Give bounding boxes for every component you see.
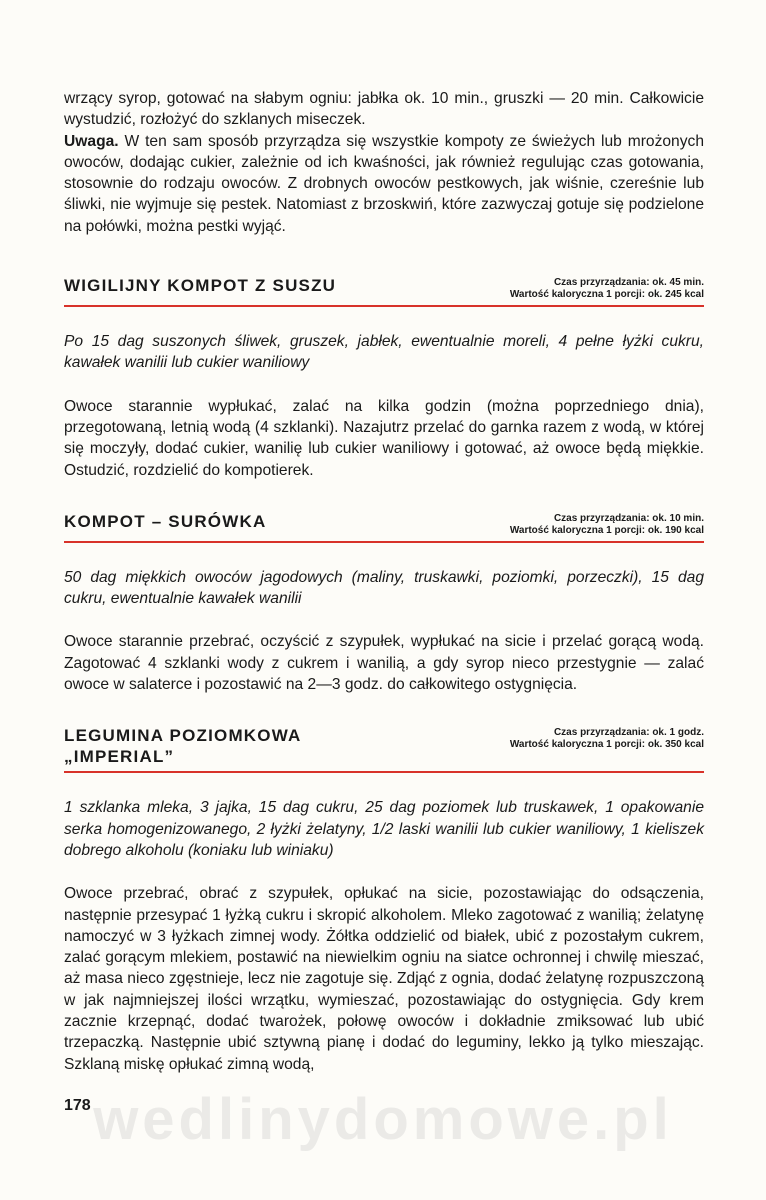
instructions: Owoce starannie wypłukać, zalać na kilka godzin (można poprzedniego dnia), przegotowaną, letnią wodą (4 szklanki). Nazajutrz przelać do garnka razem z wodą, w której się moczyły, dodać cukier, wanilię lub cukier waniliowy i gotować, aż owoce będą miękkie. Ostudzić, rozdzielić do kompotierek. [64, 397, 704, 479]
page-content [64, 88, 704, 1105]
recipe-wigilijny-kompot [64, 275, 704, 481]
recipe-header [64, 275, 704, 307]
recipe-title: LEGUMINA POZIOMKOWA „IMPERIAL” [64, 726, 301, 767]
calories: Wartość kaloryczna 1 porcji: ok. 190 kcal [509, 524, 704, 536]
recipe-legumina-poziomkowa [64, 725, 704, 1075]
recipe-meta [510, 275, 704, 301]
recipe-title: KOMPOT – SURÓWKA [64, 511, 267, 531]
note-text: W ten sam sposób przyrządza się wszystkie kompoty ze świeżych lub mrożonych owoców, dodając cukier, zależnie od ich kwaśności, jak również regulując czas gotowania, stosownie do rodzaju owoców. Z drobnych owoców pestkowych, jak wiśnie, czereśnie lub śliwki, nie wyjmuje się pestek. Natomiast z brzoskwiń, które zazwyczaj gotuje się podzielone na połówki, można pestki wyjąć. [64, 132, 704, 235]
recipe-header [64, 511, 704, 543]
note-label: Uwaga. [64, 132, 119, 150]
page-number: 178 [64, 1097, 91, 1114]
recipe-header [64, 725, 704, 773]
watermark: wedlinydomowe.pl [93, 1087, 673, 1152]
intro-section [64, 88, 704, 237]
instructions: Owoce przebrać, obrać z szypułek, opłukać na sicie, pozostawiając do odsączenia, następnie przesypać 1 łyżką cukru i skropić alkoholem. Mleko zagotować z wanilią; żelatynę namoczyć w 3 łyżkach zimnej wody. Żółtka oddzielić od białek, ubić z pozostałym cukrem, zalać gorącym mlekiem, postawić na niewielkim ogniu na siatce ochronnej i chwilę mieszać, aż masa nieco zgęstnieje, lecz nie zagotuje się. Zdjąć z ognia, dodać żelatynę rozpuszczoną w jak najmniejszej ilości wrzątku, wymieszać, pozostawiając do ostygnięcia. Gdy krem zacznie krzepnąć, dodać twarożek, połowę owoców i dokładnie zmiksować lub ubić trzepaczką. Następnie ubić sztywną pianę i dodać do leguminy, lekko ją tylko mieszając. Szklaną miskę opłukać zimną wodą, [64, 885, 704, 1073]
recipe-kompot-surowka [64, 511, 704, 695]
instructions: Owoce starannie przebrać, oczyścić z szypułek, wypłukać na sicie i przelać gorącą wodą. Zagotować 4 szklanki wody z cukrem i wanilią, a gdy syrop nieco przestygnie — zalać owoce w salaterce i pozostawić na 2—3 godz. do całkowitego ostygnięcia. [64, 633, 704, 694]
note-paragraph [64, 131, 704, 237]
recipe-meta [510, 511, 704, 537]
ingredients: Po 15 dag suszonych śliwek, gruszek, jabłek, ewentualnie moreli, 4 pełne łyżki cukru, kawałek wanilii lub cukier waniliowy [64, 333, 704, 372]
ingredients: 1 szklanka mleka, 3 jajka, 15 dag cukru, 25 dag poziomek lub truskawek, 1 opakowanie serka homogenizowanego, 2 łyżki żelatyny, 1/2 laski wanilii lub cukier waniliowy, 1 kieliszek dobrego alkoholu (koniaku lub winiaku) [64, 799, 704, 859]
prep-time: Czas przyrządzania: ok. 10 min. [553, 512, 704, 524]
calories: Wartość kaloryczna 1 porcji: ok. 245 kcal [509, 289, 704, 301]
calories: Wartość kaloryczna 1 porcji: ok. 350 kcal [509, 739, 704, 751]
prep-time: Czas przyrządzania: ok. 1 godz. [553, 727, 704, 739]
prep-time: Czas przyrządzania: ok. 45 min. [553, 277, 704, 289]
ingredients: 50 dag miękkich owoców jagodowych (maliny, truskawki, poziomki, porzeczki), 15 dag cukru, ewentualnie kawałek wanilii [64, 568, 704, 608]
recipe-meta [510, 725, 704, 751]
intro-paragraph: wrzący syrop, gotować na słabym ogniu: jabłka ok. 10 min., gruszki — 20 min. Całkowicie wystudzić, rozłożyć do szklanych miseczek. [64, 90, 704, 129]
recipe-title: WIGILIJNY KOMPOT Z SUSZU [64, 276, 337, 296]
